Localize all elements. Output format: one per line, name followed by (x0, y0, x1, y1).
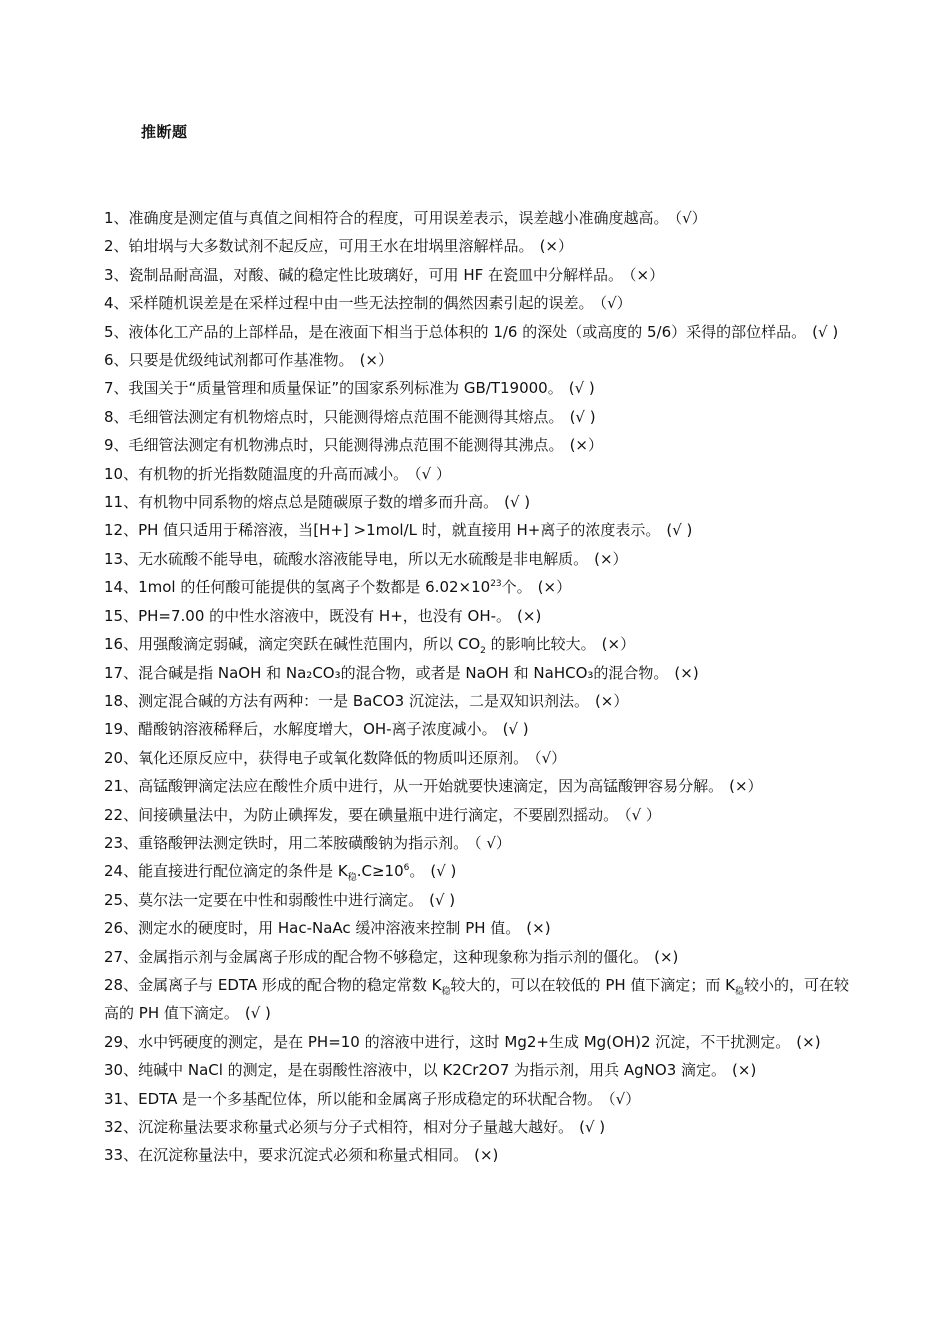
question-item (104, 289, 864, 317)
question-number: 15、 (104, 606, 139, 625)
question-text: 间接碘量法中，为防止碘挥发，要在碘量瓶中进行滴定，不要剧烈摇动。 (138, 805, 619, 824)
question-number: 7、 (104, 379, 129, 398)
question-text: 采样随机误差是在采样过程中由一些无法控制的偶然因素引起的误差。 (128, 294, 594, 313)
question-item (104, 630, 864, 658)
question-item (104, 403, 864, 431)
answer-mark: (×） (594, 691, 629, 710)
question-text: 莫尔法一定要在中性和弱酸性中进行滴定。 (138, 890, 424, 909)
answer-mark: （ √） (474, 833, 511, 852)
question-text: 混合碱是指 NaOH 和 Na₂CO₃的混合物，或者是 NaOH 和 NaHCO₃的混合物。 (138, 663, 669, 682)
question-text: 有机物中同系物的熔点总是随碳原子数的增多而升高。 (138, 493, 499, 512)
question-text: 只要是优级纯试剂都可作基准物。 (128, 351, 354, 370)
question-number: 10、 (104, 464, 139, 483)
answer-mark: (×） (594, 549, 628, 568)
question-text: 较大的，可以在较低的 PH 值下滴定；而 K (450, 975, 736, 994)
answer-mark: (×) (732, 1061, 757, 1080)
question-text: 高锰酸钾滴定法应在酸性介质中进行，从一开始就要快速滴定，因为高锰酸钾容易分解。 (138, 777, 724, 796)
question-number: 29、 (104, 1032, 139, 1051)
question-text: 液体化工产品的上部样品，是在液面下相当于总体积的 1/6 的深处（或高度的 5/6）采得的部位样品。 (128, 322, 807, 341)
question-text: 瓷制品耐高温，对酸、碱的稳定性比玻璃好，可用 HF 在瓷皿中分解样品。 (128, 265, 623, 284)
question-item (104, 1085, 864, 1113)
answer-mark: (×) (796, 1032, 821, 1051)
question-item (104, 829, 864, 857)
answer-mark: （√） (674, 209, 707, 227)
question-item (104, 261, 864, 289)
question-item (104, 886, 864, 914)
question-text: 有机物的折光指数随温度的升高而减小。 (138, 464, 409, 483)
question-text: 铂坩埚与大多数试剂不起反应，可用王水在坩埚里溶解样品。 (128, 237, 534, 256)
answer-mark: （√ ） (414, 464, 451, 483)
question-text: 无水硫酸不能导电，硫酸水溶液能导电，所以无水硫酸是非电解质。 (138, 549, 589, 568)
question-number: 9、 (104, 436, 129, 455)
question-number: 33、 (104, 1146, 139, 1165)
question-number: 20、 (104, 748, 139, 767)
answer-mark: (√ ) (504, 493, 531, 512)
question-number: 24、 (104, 862, 139, 881)
answer-mark: (×) (654, 947, 679, 966)
question-item (104, 516, 864, 544)
question-number: 12、 (104, 521, 139, 540)
question-text: 金属离子与 EDTA 形成的配合物的稳定常数 K (138, 975, 442, 994)
question-text: 水中钙硬度的测定，是在 PH=10 的溶液中进行，这时 Mg2+生成 Mg(OH)2 沉淀，不干扰测定。 (138, 1032, 791, 1051)
question-text: 测定混合碱的方法有两种：一是 BaCO3 沉淀法，二是双知识剂法。 (138, 691, 589, 710)
question-text: 1mol 的任何酸可能提供的氢离子个数都是 6.02×10 (138, 578, 491, 597)
answer-mark: (×） (601, 635, 636, 654)
question-item (104, 1141, 864, 1169)
answer-mark: (√ ) (812, 322, 839, 341)
question-text: 在沉淀称量法中，要求沉淀式必须和称量式相同。 (138, 1146, 469, 1165)
subscript: 2 (480, 646, 486, 657)
question-number: 16、 (104, 635, 139, 654)
question-text: 沉淀称量法要求称量式必须与分子式相符，相对分子量越大越好。 (138, 1118, 574, 1136)
question-item (104, 602, 864, 630)
question-number: 2、 (104, 237, 129, 256)
question-text: PH 值只适用于稀溶液，当[H+] >1mol/L 时，就直接用 H+离子的浓度表示。 (138, 521, 661, 540)
answer-mark: （√ ） (624, 805, 661, 824)
question-number: 27、 (104, 947, 139, 966)
question-list (104, 204, 864, 1170)
question-text: 重铬酸钾法测定铁时，用二苯胺磺酸钠为指示剂。 (138, 833, 469, 852)
question-text: 金属指示剂与金属离子形成的配合物不够稳定，这种现象称为指示剂的僵化。 (138, 947, 649, 966)
question-text: EDTA 是一个多基配位体，所以能和金属离子形成稳定的环状配合物。 (138, 1089, 603, 1108)
question-number: 19、 (104, 720, 139, 739)
question-number: 26、 (104, 919, 139, 938)
answer-mark: (√ ) (579, 1118, 606, 1136)
question-item (104, 346, 864, 374)
question-item (104, 971, 864, 1028)
answer-mark: (√ ) (502, 720, 529, 739)
question-number: 13、 (104, 549, 139, 568)
question-item (104, 1028, 864, 1056)
answer-mark: （×） (629, 265, 665, 284)
question-text: .C≥10 (356, 862, 404, 881)
question-item (104, 772, 864, 800)
question-text: 氧化还原反应中，获得电子或氧化数降低的物质叫还原剂。 (138, 748, 529, 767)
question-number: 4、 (104, 294, 129, 313)
answer-mark: (√ ) (429, 890, 456, 909)
question-text: 较小的，可在较高的 PH 值下滴定。 (104, 975, 850, 1023)
question-text: 测定水的硬度时，用 Hac-NaAc 缓冲溶液来控制 PH 值。 (138, 919, 521, 938)
question-text: 准确度是测定值与真值之间相符合的程度，可用误差表示，误差越小准确度越高。 (128, 209, 669, 227)
question-item (104, 857, 864, 885)
question-text: 用强酸滴定弱碱，滴定突跃在碱性范围内，所以 CO (138, 635, 481, 654)
question-item (104, 545, 864, 573)
superscript: 23 (490, 579, 502, 590)
question-item (104, 943, 864, 971)
question-number: 8、 (104, 407, 129, 426)
question-number: 32、 (104, 1118, 139, 1136)
answer-mark: (√ ) (430, 862, 457, 881)
question-text: PH=7.00 的中性水溶液中，既没有 H+，也没有 OH-。 (138, 606, 512, 625)
question-item (104, 1113, 864, 1141)
question-item (104, 1056, 864, 1084)
section-title: 推断题 (141, 123, 188, 141)
answer-mark: (×) (674, 663, 699, 682)
question-number: 30、 (104, 1061, 139, 1080)
answer-mark: (×） (569, 436, 603, 455)
question-text: 我国关于“质量管理和质量保证”的国家系列标准为 GB/T19000。 (128, 379, 563, 398)
question-number: 28、 (104, 975, 139, 994)
question-text: 的影响比较大。 (485, 635, 596, 654)
answer-mark: (√ ) (244, 1004, 271, 1023)
answer-mark: (√ ) (569, 407, 596, 426)
answer-mark: (×) (526, 919, 551, 938)
question-item (104, 318, 864, 346)
answer-mark: (×） (359, 351, 393, 370)
question-number: 23、 (104, 833, 139, 852)
question-number: 1、 (104, 209, 129, 227)
answer-mark: （√） (599, 294, 632, 313)
question-number: 5、 (104, 322, 129, 341)
question-item (104, 715, 864, 743)
question-item (104, 914, 864, 942)
question-text: 醋酸钠溶液稀释后，水解度增大，OH-离子浓度减小。 (138, 720, 497, 739)
question-text: 毛细管法测定有机物熔点时，只能测得熔点范围不能测得其熔点。 (128, 407, 564, 426)
answer-mark: (×） (539, 237, 573, 256)
question-item (104, 431, 864, 459)
question-item (104, 488, 864, 516)
question-item (104, 659, 864, 687)
question-number: 6、 (104, 351, 129, 370)
superscript: 6 (403, 863, 410, 874)
answer-mark: (×） (729, 777, 763, 796)
question-number: 22、 (104, 805, 139, 824)
question-item (104, 801, 864, 829)
answer-mark: (×) (474, 1146, 499, 1165)
question-item (104, 687, 864, 715)
question-number: 11、 (104, 493, 139, 512)
question-number: 21、 (104, 777, 139, 796)
question-text: 个。 (501, 578, 532, 597)
question-number: 14、 (104, 578, 139, 597)
question-item (104, 374, 864, 402)
answer-mark: (√ ) (666, 521, 693, 540)
question-item (104, 204, 864, 232)
answer-mark: （√） (534, 748, 567, 767)
question-text: 能直接进行配位滴定的条件是 K (138, 862, 348, 881)
question-text: 。 (409, 862, 425, 881)
subscript: 稳 (347, 873, 357, 884)
question-text: 纯碱中 NaCl 的测定，是在弱酸性溶液中，以 K2Cr2O7 为指示剂，用兵 AgNO3 滴定。 (138, 1061, 727, 1080)
question-item (104, 460, 864, 488)
answer-mark: (√ ) (568, 379, 595, 398)
subscript: 稳 (441, 986, 451, 997)
question-number: 17、 (104, 663, 139, 682)
subscript: 稳 (735, 986, 745, 997)
question-number: 25、 (104, 890, 139, 909)
answer-mark: (×） (537, 578, 572, 597)
answer-mark: (×) (517, 606, 542, 625)
question-number: 3、 (104, 265, 129, 284)
question-item (104, 573, 864, 601)
question-number: 31、 (104, 1089, 139, 1108)
answer-mark: （√） (608, 1089, 641, 1108)
question-item (104, 232, 864, 260)
question-text: 毛细管法测定有机物沸点时，只能测得沸点范围不能测得其沸点。 (128, 436, 564, 455)
question-number: 18、 (104, 691, 139, 710)
question-item (104, 744, 864, 772)
